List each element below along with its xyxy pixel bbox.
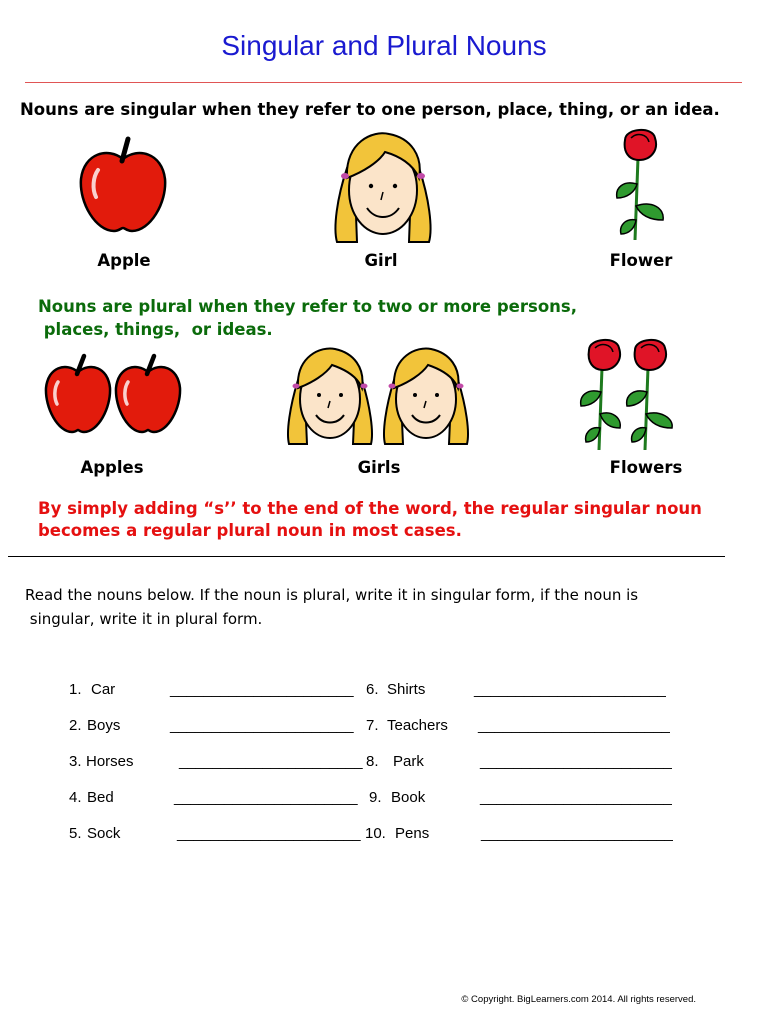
plural-rule-line2: becomes a regular plural noun in most cases.	[38, 521, 462, 540]
exercise-word: Sock	[87, 825, 121, 842]
answer-blank[interactable]: ______________________	[174, 789, 358, 806]
exercise-word: Teachers	[387, 717, 448, 734]
exercise-number: 4.	[69, 789, 82, 806]
exercise-word: Horses	[86, 753, 134, 770]
girl-face-icon	[333, 128, 433, 246]
apples-icon	[44, 354, 184, 436]
section-divider	[8, 556, 725, 557]
plural-definition	[38, 295, 577, 341]
plural-definition-line2: places, things, or ideas.	[38, 320, 273, 339]
answer-blank[interactable]: _______________________	[480, 753, 672, 770]
exercise-number: 5.	[69, 825, 82, 842]
answer-blank[interactable]: ______________________	[170, 681, 354, 698]
answer-blank[interactable]: _______________________	[481, 825, 673, 842]
instructions-line1: Read the nouns below. If the noun is plural, write it in singular form, if the noun is	[25, 586, 639, 604]
answer-blank[interactable]: ______________________	[170, 717, 354, 734]
exercise-word: Shirts	[387, 681, 426, 698]
exercise-word: Bed	[87, 789, 114, 806]
plural-definition-line1: Nouns are plural when they refer to two or more persons,	[38, 297, 577, 316]
exercise-word: Park	[393, 753, 424, 770]
answer-blank[interactable]: _______________________	[474, 681, 666, 698]
answer-blank[interactable]: ______________________	[177, 825, 361, 842]
exercise-word: Boys	[87, 717, 121, 734]
exercise-word: Car	[91, 681, 116, 698]
girls-faces-icon	[286, 344, 470, 448]
exercise-number: 2.	[69, 717, 82, 734]
caption-flower: Flower	[609, 251, 673, 270]
answer-blank[interactable]: ______________________	[179, 753, 363, 770]
apple-icon	[78, 135, 168, 235]
exercise-number: 10.	[365, 825, 386, 842]
page-title: Singular and Plural Nouns	[221, 30, 547, 61]
instructions-line2: singular, write it in plural form.	[25, 610, 263, 628]
singular-definition: Nouns are singular when they refer to one person, place, thing, or an idea.	[20, 100, 720, 119]
exercise-number: 3.	[69, 753, 82, 770]
caption-girls: Girls	[357, 458, 401, 477]
exercise-word: Book	[391, 789, 426, 806]
plural-rule-line1: By simply adding “s’’ to the end of the word, the regular singular noun	[38, 499, 702, 518]
plural-rule	[38, 498, 702, 542]
roses-icon	[572, 334, 682, 454]
exercise-number: 1.	[69, 681, 82, 698]
caption-girl: Girl	[364, 251, 398, 270]
title-divider	[25, 82, 742, 83]
answer-blank[interactable]: _______________________	[480, 789, 672, 806]
answer-blank[interactable]: _______________________	[478, 717, 670, 734]
exercise-word: Pens	[395, 825, 430, 842]
exercise-number: 6.	[366, 681, 379, 698]
caption-apples: Apples	[80, 458, 144, 477]
exercise-number: 8.	[366, 753, 379, 770]
exercise-number: 9.	[369, 789, 382, 806]
exercise-instructions	[25, 583, 755, 631]
copyright-footer: © Copyright. BigLearners.com 2014. All rights reserved.	[461, 994, 696, 1005]
rose-icon	[605, 124, 685, 244]
exercise-number: 7.	[366, 717, 379, 734]
caption-flowers: Flowers	[609, 458, 683, 477]
caption-apple: Apple	[97, 251, 151, 270]
